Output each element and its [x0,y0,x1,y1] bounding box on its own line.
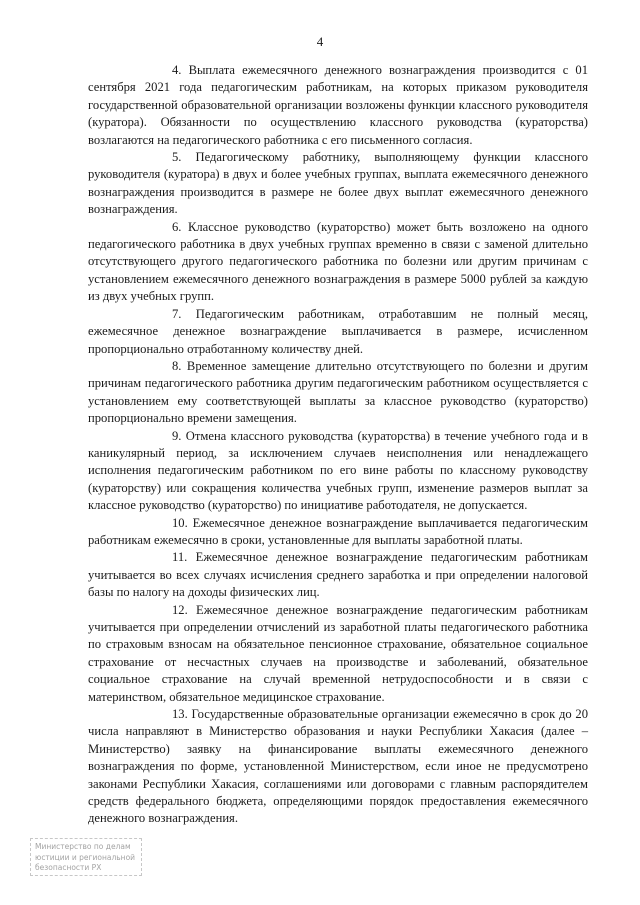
paragraph-text: Педагогическому работнику, выполняющему функции классного руководителя (куратора) в двух и более учебных группах, выплата ежемесячного денежного вознаграждения производится в размере не более двух выплат ежемесячного денежного вознаграждения. [88,150,588,217]
paragraph-number: 7. [172,306,182,321]
paragraph-text: Педагогическим работникам, отработавшим не полный месяц, ежемесячное денежное вознаграждение выплачивается в размере, исчисленном пропорционально отработанному количеству дней. [88,306,588,356]
paragraph-number: 8. [172,358,182,373]
paragraph-number: 11. [172,550,188,565]
paragraph-10 [88,515,588,550]
paragraph-13 [88,706,588,828]
paragraph-text: Классное руководство (кураторство) может быть возложено на одного педагогического работника в двух учебных группах временно в связи с заменой длительно отсутствующего другого педагогического работника по болезни или другим причинам с установлением ежемесячного денежного вознаграждения в размере 5000 рублей за каждую из двух учебных групп. [88,219,588,304]
paragraph-number: 4. [172,63,182,77]
paragraph-7 [88,306,588,358]
document-body [88,62,588,828]
paragraph-number: 9. [172,428,182,443]
paragraph-5 [88,149,588,219]
paragraph-number: 13. [172,707,188,722]
paragraph-number: 12. [172,602,188,617]
paragraph-text: Государственные образовательные организации ежемесячно в срок до 20 числа направляют в Министерство образования и науки Республики Хакасия (далее – Министерство) заявку на финансирование выплаты ежемесячного денежного вознаграждения по форме, установленной Министерством, если иное не предусмотрено законами Республики Хакасия, соглашениями или договорами с главным распорядителем средств федерального бюджета, определяющими порядок предоставления ежемесячного денежного вознаграждения. [88,707,589,826]
stamp-line: Министерство по делам [35,842,131,851]
paragraph-number: 6. [172,219,182,234]
paragraph-number: 5. [172,150,182,165]
paragraph-text: Отмена классного руководства (кураторства) в течение учебного года и в каникулярный период, за исключением случаев неисполнения или ненадлежащего исполнения педагогическим работником по его вине работы по классному руководству (кураторству) или сокращения количества учебных групп, изменение размеров выплат за классное руководство (кураторство) по инициативе работодателя, не допускается. [88,428,588,513]
paragraph-text: Выплата ежемесячного денежного вознаграждения производится с 01 сентября 2021 года педагогическим работникам, на которых приказом руководителя государственной образовательной организации возложены функции классного руководителя (куратора). Обязанности по осуществлению классного руководства (кураторства) возлагаются на педагогического работника с его письменного согласия. [88,63,588,147]
paragraph-text: Ежемесячное денежное вознаграждение выплачивается педагогическим работникам ежемесячно в сроки, установленные для выплаты заработной платы. [88,515,588,547]
paragraph-number: 10. [172,515,188,530]
paragraph-8 [88,358,588,428]
paragraph-6 [88,219,588,306]
paragraph-12 [88,602,588,706]
stamp-line: юстиции и региональной [35,852,136,862]
paragraph-11 [88,549,588,601]
page-number: 4 [316,34,324,49]
paragraph-text: Ежемесячное денежное вознаграждение педагогическим работникам учитывается при определении отчислений из заработной платы педагогического работника по страховым взносам на обязательное пенсионное страхование, обязательное социальное страхование от несчастных случаев на производстве и заболеваний, обязательное социальное страхование на случай временной нетрудоспособности и в связи с материнством, обязательное медицинское страхование. [88,602,588,704]
paragraph-4 [88,62,588,149]
paragraph-9 [88,428,588,515]
registration-stamp [30,838,142,876]
paragraph-text: Ежемесячное денежное вознаграждение педагогическим работникам учитывается во всех случаях исчисления среднего заработка и при определении налоговой базы по налогу на доходы физических лиц. [88,550,588,600]
stamp-line: безопасности РХ [35,863,102,872]
paragraph-text: Временное замещение длительно отсутствующего по болезни и другим причинам педагогического работника другим педагогическим работником осуществляется с установлением ему соответствующей выплаты за классное руководство (кураторство) пропорционально времени замещения. [88,358,588,426]
